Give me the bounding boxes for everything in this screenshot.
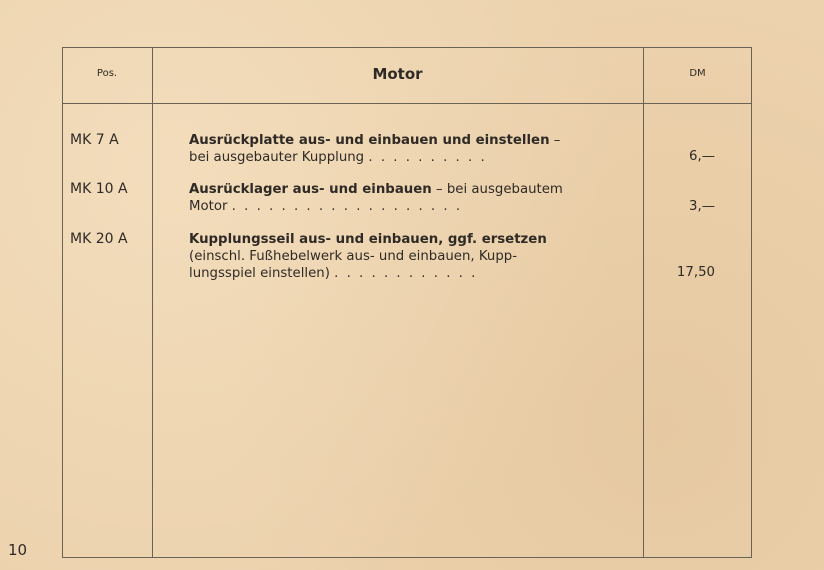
column-header-position: Pos. xyxy=(96,68,118,79)
row-detail-line: Motor xyxy=(189,199,228,214)
row-separator: – xyxy=(549,133,561,148)
header-divider xyxy=(62,103,752,104)
row-position: MK 10 A xyxy=(70,181,128,197)
row-description xyxy=(189,181,615,215)
row-title: Ausrücklager aus- und einbauen xyxy=(189,182,432,197)
row-price: 17,50 xyxy=(676,265,715,280)
column-divider-pos xyxy=(152,47,153,558)
column-header-price: DM xyxy=(689,68,706,79)
table-frame xyxy=(62,47,752,558)
row-leader: . . . . . . . . . . . . . . . . . . . xyxy=(231,199,463,214)
page-number: 10 xyxy=(8,541,28,559)
row-position: MK 7 A xyxy=(70,132,119,148)
row-separator: – xyxy=(431,182,447,197)
row-leader: . . . . . . . . . . xyxy=(368,150,487,165)
row-description xyxy=(189,132,615,166)
row-description xyxy=(189,231,615,282)
column-divider-price xyxy=(643,47,644,558)
row-title: Kupplungsseil aus- und einbauen, ggf. ersetzen xyxy=(189,232,547,247)
row-detail-line: lungsspiel einstellen) xyxy=(189,266,330,281)
row-detail-line: bei ausgebauter Kupplung xyxy=(189,150,365,165)
row-price: 6,— xyxy=(689,149,715,164)
row-detail-line: (einschl. Fußhebelwerk aus- und einbauen, Kupp- xyxy=(189,249,517,264)
row-title: Ausrückplatte aus- und einbauen und einstellen xyxy=(189,133,550,148)
row-leader: . . . . . . . . . . . . xyxy=(334,266,478,281)
row-detail-line: bei ausgebautem xyxy=(446,182,563,197)
column-header-title: Motor xyxy=(372,65,423,83)
row-position: MK 20 A xyxy=(70,231,128,247)
row-price: 3,— xyxy=(689,199,715,214)
